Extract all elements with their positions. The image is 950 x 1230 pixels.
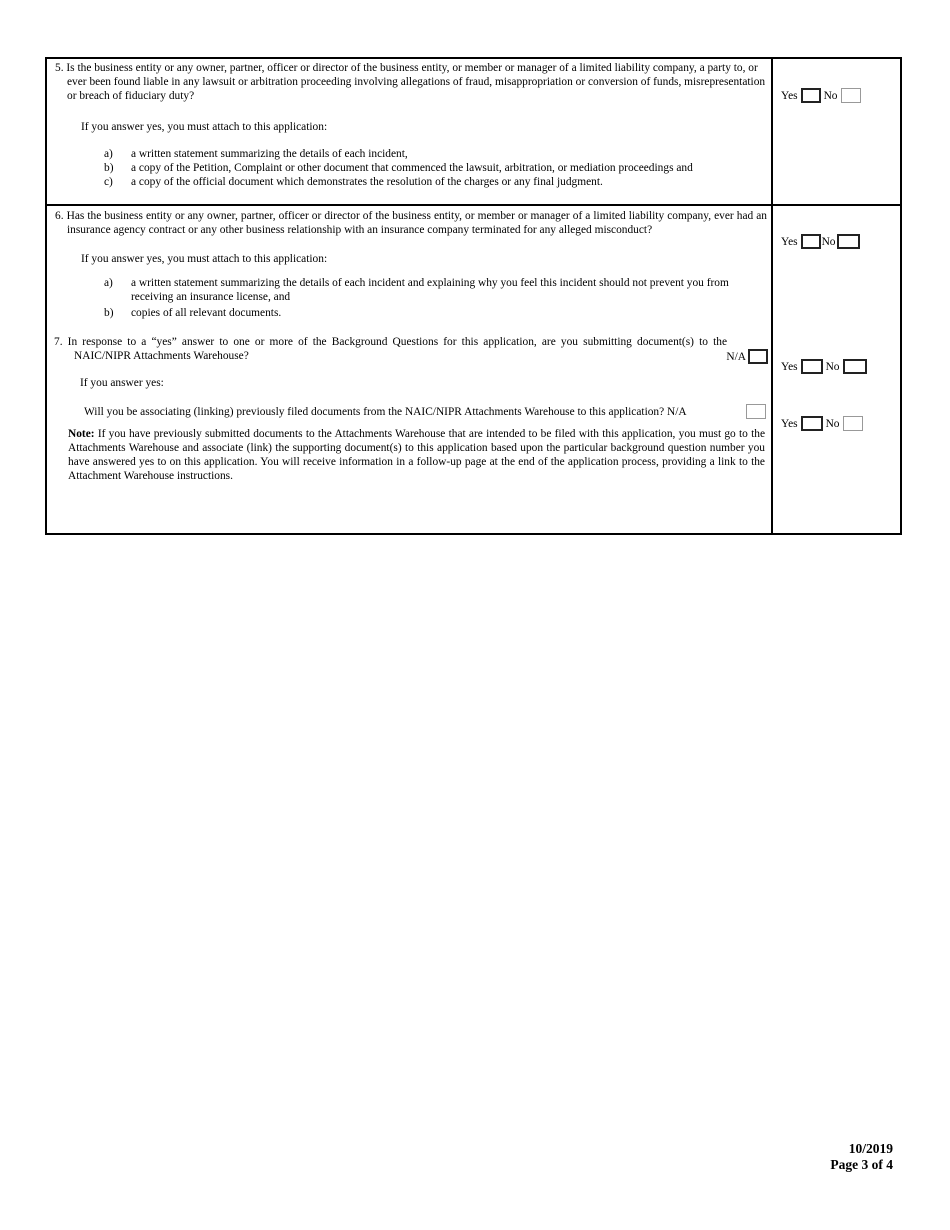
question-5-section [47,59,900,204]
question-7-na [726,349,768,364]
question-5-attach-lead: If you answer yes, you must attach to this application: [81,121,328,133]
page-number: Page 3 of 4 [830,1157,893,1172]
question-6-attach-lead: If you answer yes, you must attach to this application: [81,253,328,265]
yes-label: Yes [781,360,798,373]
question-6-yes-no [781,234,860,249]
question-5-yes-no [781,88,861,103]
question-6-text: 6. Has the business entity or any owner, partner, officer or director of the business entity, or member or manager of a limited liability company, ever had an insurance agency contract or any other business relationship with an insurance company terminated for any alleged misconduct? [55,210,767,236]
question-7-linking-question: Will you be associating (linking) previously filed documents from the NAIC/NIPR Attachments Warehouse to this application? N/A [84,406,687,418]
note-text: If you have previously submitted documents to the Attachments Warehouse that are intended to be filed with this application, you must go to the Attachments Warehouse and associate (link) the supporting document(s) to this application based upon the particular background question number you have answered yes to on this application. You will receive information in a follow-up page at the end of the application process, providing a link to the Attachment Warehouse instructions. [68,428,765,482]
list-item: a) a written statement summarizing the details of each incident and explaining why you feel this incident should not prevent you from receiving an insurance license, and [104,277,729,303]
no-label: No [823,89,838,102]
list-item: a) a written statement summarizing the details of each incident, [104,148,408,160]
question-7-linking-row [47,404,771,420]
question-6-7-section [47,204,900,533]
list-item: b) a copy of the Petition, Complaint or other document that commenced the lawsuit, arbitration, or mediation proceedings and [104,162,693,174]
question-6-no-checkbox[interactable] [837,234,860,249]
question-7-linking-yes-checkbox[interactable] [801,416,823,431]
question-7-na-checkbox[interactable] [748,349,768,364]
question-7-linking-na-checkbox[interactable] [746,404,766,419]
question-5-text: 5. Is the business entity or any owner, partner, officer or director of the business entity, or member or manager of a limited liability company, a party to, or ever been found liable in any lawsuit or arbitration proceeding involving allegations of fraud, misappropriation or conversion of funds, misrepresentation or breach of fiduciary duty? [55,62,766,102]
yes-label: Yes [781,89,798,102]
no-label: No [821,235,836,248]
question-5-cell [47,59,773,204]
question-7-block [47,335,771,363]
question-5-no-checkbox[interactable] [841,88,861,103]
question-7-linking-yes-no [781,416,863,431]
page-footer [830,1141,893,1173]
question-6-attach-list [47,276,771,320]
question-7-yes-no [781,359,867,374]
yes-label: Yes [781,235,798,248]
revision-date: 10/2019 [848,1141,893,1156]
no-label: No [825,360,840,373]
question-7-linking-no-checkbox[interactable] [843,416,863,431]
yes-label: Yes [781,417,798,430]
background-questions-form [45,57,902,535]
question-6-yes-checkbox[interactable] [801,234,821,249]
question-6-7-cell [47,206,773,533]
question-5-yes-checkbox[interactable] [801,88,821,103]
question-7-yes-checkbox[interactable] [801,359,823,374]
no-label: No [825,417,840,430]
list-item: c) a copy of the official document which demonstrates the resolution of the charges or any final judgment. [104,176,603,188]
question-5-answer-cell [773,59,900,204]
question-7-no-checkbox[interactable] [843,359,867,374]
question-6-7-answer-cell [773,206,900,533]
list-item: b) copies of all relevant documents. [104,307,282,319]
question-7-text: 7. In response to a “yes” answer to one or more of the Background Questions for this application, are you submitting document(s) to the NAIC/NIPR Attachments Warehouse? [54,336,727,362]
na-label: N/A [726,350,746,363]
question-7-if-yes: If you answer yes: [80,377,164,389]
note-label: Note: [68,428,95,440]
question-7-note [47,427,771,483]
question-5-attach-list [47,147,771,189]
